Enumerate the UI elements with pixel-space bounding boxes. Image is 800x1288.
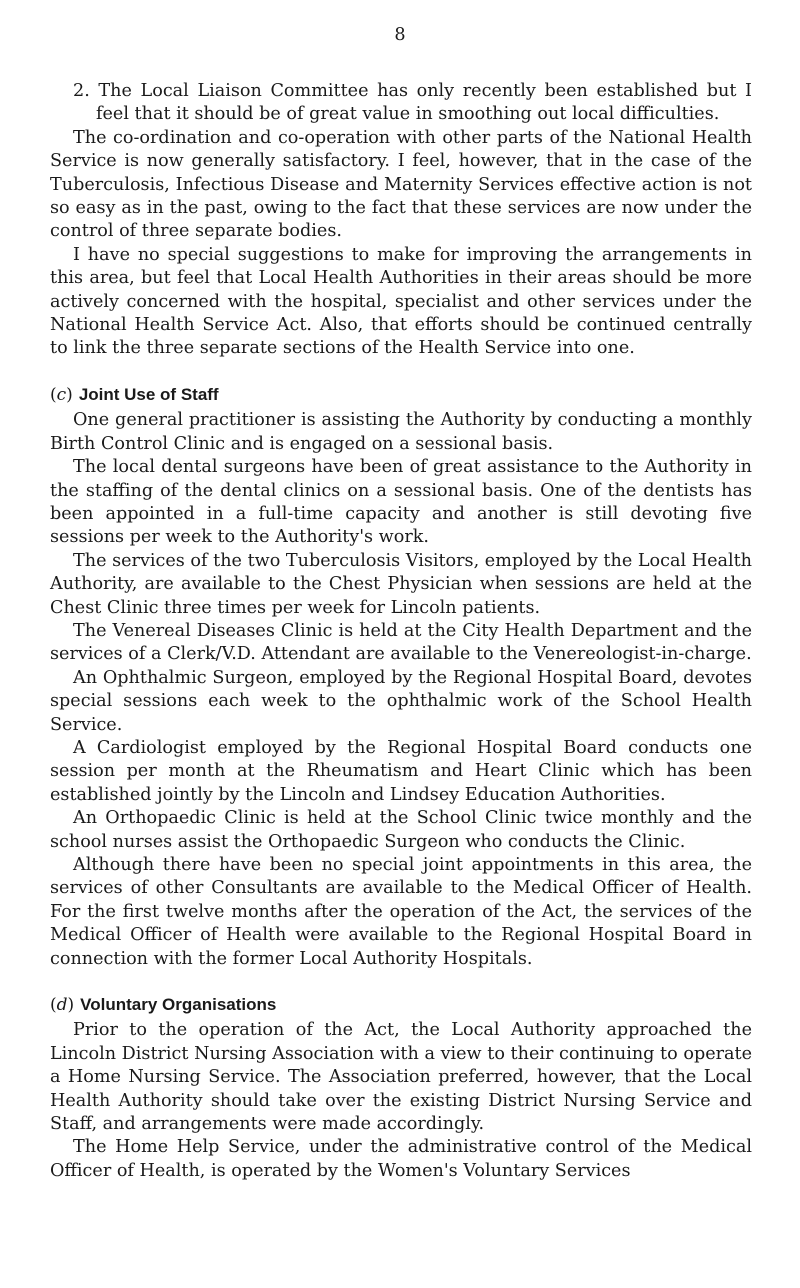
- section-heading-voluntary-organisations: [50, 993, 752, 1017]
- section-letter: (d): [50, 995, 75, 1016]
- paragraph: An Ophthalmic Surgeon, employed by the Regional Hospital Board, devotes special sessions each week to the ophthalmic work of the School Health Service.: [50, 667, 752, 735]
- paragraph: Prior to the operation of the Act, the Local Authority approached the Lincoln District Nursing Association with a view to their continuing to operate a Home Nursing Service. The Association preferred, however, that the Local Health Authority should take over the existing District Nursing Service and Staff, and arrangements were made accordingly.: [50, 1020, 752, 1135]
- page-number: 8: [394, 25, 406, 45]
- section-title: Joint Use of Staff: [78, 384, 219, 404]
- section-letter: (c): [50, 384, 73, 405]
- section-heading-joint-use-of-staff: [50, 383, 752, 407]
- section-title: Voluntary Organisations: [80, 995, 277, 1015]
- paragraph: The Home Help Service, under the administrative control of the Medical Officer of Health, is operated by the Women's Voluntary Services: [50, 1137, 752, 1181]
- paragraph: The local dental surgeons have been of great assistance to the Authority in the staffing of the dental clinics on a sessional basis. One of the dentists has been appointed in a full-time capacity and another is still devoting five sessions per week to the Authority's work.: [50, 457, 752, 548]
- paragraph: Although there have been no special joint appointments in this area, the services of other Consultants are available to the Medical Officer of Health. For the first twelve months after the operation of the Act, the services of the Medical Officer of Health were available to the Regional Hospital Board in connection with the former Local Authority Hospitals.: [50, 855, 752, 969]
- paragraph-coordination: The co-ordination and co-operation with other parts of the National Health Service is now generally satisfactory. I feel, however, that in the case of the Tuberculosis, Infectious Disease and Maternity Services effective action is not so easy as in the past, owing to the fact that these services are now under the control of three separate bodies.: [50, 127, 752, 242]
- paragraph-suggestions: I have no special suggestions to make for improving the arrangements in this area, but feel that Local Health Authorities in their areas should be more actively concerned with the hospital, specialist and other services under the National Health Service Act. Also, that efforts should be continued centrally to link the three separate sections of the Health Service into one.: [50, 244, 752, 359]
- document-body: [50, 80, 752, 1183]
- paragraph: The Venereal Diseases Clinic is held at the City Health Department and the services of a Clerk/V.D. Attendant are available to the Venereologist-in-charge.: [50, 620, 752, 665]
- paragraph: An Orthopaedic Clinic is held at the School Clinic twice monthly and the school nurses assist the Orthopaedic Surgeon who conducts the Clinic.: [50, 808, 752, 852]
- paragraph-liaison-committee: 2. The Local Liaison Committee has only recently been established but I feel that it should be of great value in smoothing out local difficulties.: [73, 81, 752, 125]
- paragraph: One general practitioner is assisting the Authority by conducting a monthly Birth Control Clinic and is engaged on a sessional basis.: [50, 410, 752, 454]
- paragraph: The services of the two Tuberculosis Visitors, employed by the Local Health Authority, are available to the Chest Physician when sessions are held at the Chest Clinic three times per week for Lincoln patients.: [50, 550, 752, 618]
- paragraph: A Cardiologist employed by the Regional Hospital Board conducts one session per month at the Rheumatism and Heart Clinic which has been established jointly by the Lincoln and Lindsey Education Authorities.: [50, 737, 752, 805]
